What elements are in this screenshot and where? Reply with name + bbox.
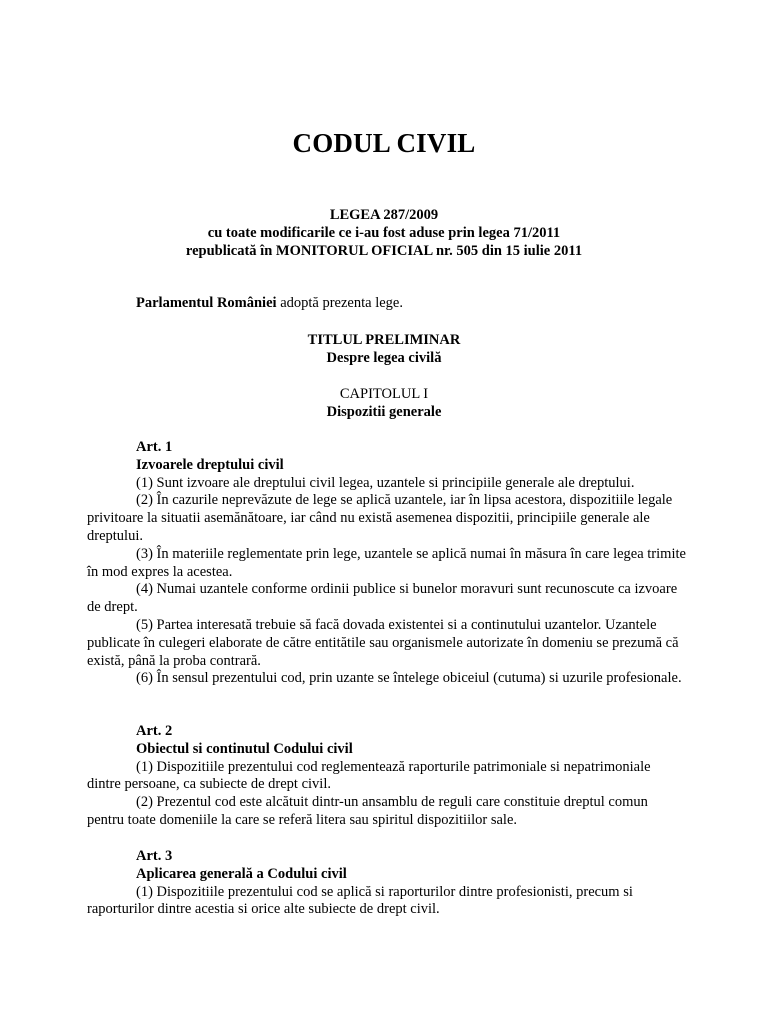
article-number: Art. 1 — [136, 439, 173, 455]
titlul-block — [0, 331, 768, 367]
article-heading: Obiectul si continutul Codului civil — [136, 740, 353, 757]
article-heading: Izvoarele dreptului civil — [136, 456, 284, 473]
article-3 — [87, 848, 687, 919]
article-paragraph: (2) În cazurile neprevăzute de lege se aplică uzantele, iar în lipsa acestora, dispozitiile legale privitoare la situatii asemănătoare, iar când nu există asemenea dispozitii, principiile generale ale dreptului. — [87, 492, 673, 544]
article-paragraph: (6) În sensul prezentului cod, prin uzante se întelege obiceiul (cutuma) si uzurile profesionale. — [136, 670, 682, 687]
article-paragraph: (1) Dispozitiile prezentului cod se aplică si raporturilor dintre profesionisti, precum si raporturilor dintre acestia si orice alte subiecte de drept civil. — [87, 883, 633, 918]
preamble-bold: Parlamentul României — [136, 295, 277, 311]
capitolul-name: CAPITOLUL I — [339, 386, 429, 402]
article-number: Art. 2 — [136, 723, 173, 739]
preamble-text: adoptă prezenta lege. — [276, 295, 403, 311]
capitolul-subtitle: Dispozitii generale — [326, 404, 442, 420]
article-paragraph: (1) Sunt izvoare ale dreptului civil legea, uzantele si principiile generale ale dreptului. — [136, 474, 635, 491]
article-heading: Aplicarea generală a Codului civil — [136, 865, 347, 882]
law-number: LEGEA 287/2009 — [329, 207, 439, 223]
capitolul-block — [0, 385, 768, 421]
titlul-subtitle: Despre legea civilă — [326, 350, 442, 366]
article-paragraph: (1) Dispozitiile prezentului cod reglementează raporturile patrimoniale si nepatrimoniale dintre persoane, ca subiecte de drept civil. — [87, 758, 651, 793]
article-1 — [87, 439, 687, 688]
article-paragraph: (5) Partea interesată trebuie să facă dovada existentei si a continutului uzantelor. Uzantele publicate în culegeri elaborate de către entitătile sau organismele autorizate în domeniu se prezumă că există, până la proba contrară. — [87, 616, 679, 669]
article-paragraph: (4) Numai uzantele conforme ordinii publice si bunelor moravuri sunt recunoscute ca izvoare de drept. — [87, 581, 678, 616]
law-header — [0, 206, 768, 260]
preamble — [136, 295, 403, 312]
article-number: Art. 3 — [136, 848, 173, 864]
titlul-name: TITLUL PRELIMINAR — [307, 332, 461, 348]
article-paragraph: (2) Prezentul cod este alcătuit dintr-un ansamblu de reguli care constituie dreptul comun pentru toate domeniile la care se referă litera sau spiritul dispozitiilor sale. — [87, 794, 648, 828]
law-amendments: cu toate modificarile ce i-au fost aduse prin legea 71/2011 — [207, 225, 561, 241]
document-title: CODUL CIVIL — [292, 128, 476, 158]
article-2 — [87, 723, 687, 830]
article-paragraph: (3) În materiile reglementate prin lege, uzantele se aplică numai în măsura în care legea trimite în mod expres la acestea. — [87, 545, 686, 580]
law-publication: republicată în MONITORUL OFICIAL nr. 505 din 15 iulie 2011 — [185, 243, 583, 259]
